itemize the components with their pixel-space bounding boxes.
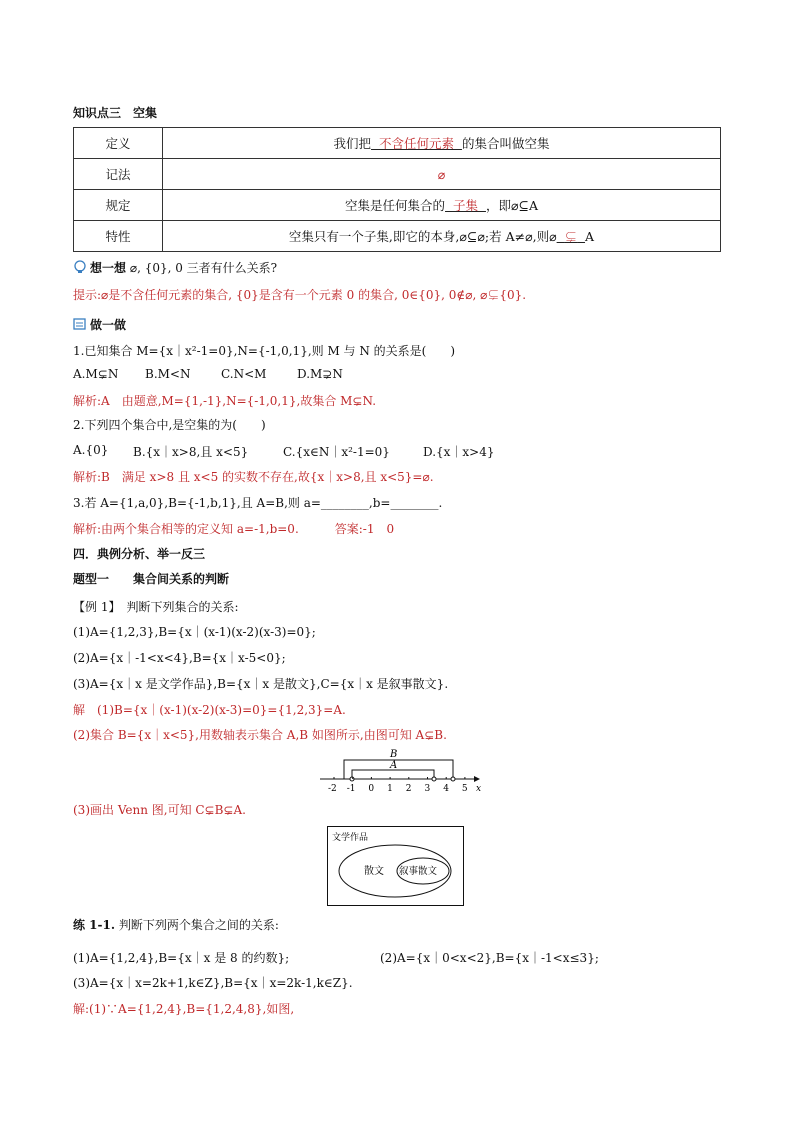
- set-a-label: A: [390, 760, 398, 771]
- row-text: 我们把: [333, 136, 372, 151]
- blank-text: 不含任何元素: [378, 136, 454, 151]
- fill-blank: [445, 198, 486, 213]
- knowledge-table: [73, 127, 721, 252]
- tick-label: -1: [346, 784, 356, 794]
- lightbulb-icon: [73, 260, 87, 274]
- q1-option: B.M<N: [145, 367, 191, 381]
- q2-answer: 解析:B 满足 x>8 且 x<5 的实数不存在,故{x｜x>8,且 x<5}=⌀.: [73, 470, 434, 484]
- number-line-figure: [318, 746, 480, 794]
- exercise-1-1-title: 练 1-1.: [73, 918, 116, 932]
- type1-heading: 题型一 集合间关系的判断: [73, 572, 230, 586]
- row-label: 记法: [74, 159, 163, 190]
- q1-option: D.M⊋N: [297, 367, 343, 381]
- row-text: A: [585, 229, 595, 244]
- tick-label: 4: [443, 784, 449, 794]
- q1-answer: 解析:A 由题意,M={1,-1},N={-1,0,1},故集合 M⊊N.: [73, 394, 377, 408]
- tick-label: -2: [328, 784, 337, 794]
- doit-title: 做一做: [90, 318, 127, 332]
- exercise-solution: 解:(1)∵A={1,2,4},B={1,2,4,8},如图,: [73, 1002, 295, 1016]
- row-text: 空集是任何集合的: [345, 198, 446, 213]
- row-value: [163, 221, 721, 252]
- doit-line: [73, 317, 126, 333]
- table-row: [74, 159, 721, 190]
- think-question: ⌀, {0}, 0 三者有什么关系?: [129, 261, 278, 275]
- q2-option: A.{0}: [73, 443, 109, 457]
- row-value: ⌀: [163, 159, 721, 190]
- tick-label: 5: [461, 784, 468, 794]
- row-value: [163, 190, 721, 221]
- set-b-label: B: [390, 749, 398, 760]
- row-label: 特性: [74, 221, 163, 252]
- think-title: 想一想: [90, 261, 127, 275]
- exercise-item: (2)A={x｜0<x<2},B={x｜-1<x≤3};: [380, 951, 599, 965]
- row-text: ，即⌀⊆A: [485, 198, 538, 213]
- venn-middle-label: 散文: [364, 866, 384, 877]
- axis-label: x: [476, 784, 482, 794]
- open-point: [451, 777, 455, 781]
- think-line: [73, 260, 277, 276]
- section-title: 知识点三 空集: [73, 106, 158, 120]
- tick-label: 3: [424, 784, 431, 794]
- pencil-note-icon: [73, 317, 87, 331]
- open-point: [350, 777, 354, 781]
- set-a-bracket: [352, 770, 434, 779]
- fill-blank: [557, 229, 585, 244]
- tick-label: 0: [368, 784, 375, 794]
- table-row: [74, 190, 721, 221]
- q1-option: A.M⊊N: [73, 367, 119, 381]
- row-text: 的集合叫做空集: [461, 136, 550, 151]
- question-1: 1.已知集合 M={x｜x²-1=0},N={-1,0,1},则 M 与 N 的关系是( ): [73, 344, 456, 358]
- q2-option: C.{x∈N｜x²-1=0}: [283, 445, 390, 459]
- tick-label: 2: [405, 784, 412, 794]
- example-1-item: (3)A={x｜x 是文学作品},B={x｜x 是散文},C={x｜x 是叙事散文}.: [73, 677, 449, 691]
- table-row: [74, 221, 721, 252]
- row-value: [163, 128, 721, 159]
- exercise-item: (1)A={1,2,4},B={x｜x 是 8 的约数};: [73, 951, 290, 965]
- row-label: 规定: [74, 190, 163, 221]
- think-hint: 提示:⌀是不含任何元素的集合, {0}是含有一个元素 0 的集合, 0∈{0}, 0∉⌀, ⌀⊊{0}.: [73, 288, 527, 302]
- q3-answer: 解析:由两个集合相等的定义知 a=-1,b=0. 答案:-1 0: [73, 522, 395, 536]
- tick-label: 1: [387, 784, 393, 794]
- q2-option: B.{x｜x>8,且 x<5}: [133, 445, 249, 459]
- exercise-1-1-line: [73, 917, 279, 933]
- example-1-item: (1)A={1,2,3},B={x｜(x-1)(x-2)(x-3)=0};: [73, 625, 316, 639]
- example-1-title: 【例 1】 判断下列集合的关系:: [73, 600, 239, 614]
- open-point: [432, 777, 436, 781]
- question-2: 2.下列四个集合中,是空集的为( ): [73, 418, 266, 432]
- example-1-item: (2)A={x｜-1<x<4},B={x｜x-5<0};: [73, 651, 286, 665]
- fill-blank: [371, 136, 462, 151]
- question-3: 3.若 A={1,a,0},B={-1,b,1},且 A=B,则 a=________,b=________.: [73, 496, 443, 510]
- row-label: 定义: [74, 128, 163, 159]
- venn-outer-label: 文学作品: [332, 833, 369, 843]
- solution-2: (2)集合 B={x｜x<5},用数轴表示集合 A,B 如图所示,由图可知 A⊊B.: [73, 728, 447, 742]
- axis-arrow: [474, 776, 480, 782]
- q1-option: C.N<M: [221, 367, 267, 381]
- solution-3: (3)画出 Venn 图,可知 C⊊B⊊A.: [73, 803, 246, 817]
- blank-text: 子集: [452, 198, 478, 213]
- blank-text: ⊊: [564, 229, 578, 244]
- venn-diagram: [327, 826, 464, 906]
- part4-heading: 四．典例分析、举一反三: [73, 547, 206, 561]
- table-row: [74, 128, 721, 159]
- exercise-1-1-text: 判断下列两个集合之间的关系:: [118, 918, 279, 932]
- solution-1: 解 (1)B={x｜(x-1)(x-2)(x-3)=0}={1,2,3}=A.: [73, 703, 346, 717]
- row-text: 空集只有一个子集,即它的本身,⌀⊆⌀;若 A≠⌀,则⌀: [288, 229, 557, 244]
- venn-inner-label: 叙事散文: [399, 866, 438, 877]
- q2-option: D.{x｜x>4}: [423, 445, 495, 459]
- exercise-item: (3)A={x｜x=2k+1,k∈Z},B={x｜x=2k-1,k∈Z}.: [73, 976, 353, 990]
